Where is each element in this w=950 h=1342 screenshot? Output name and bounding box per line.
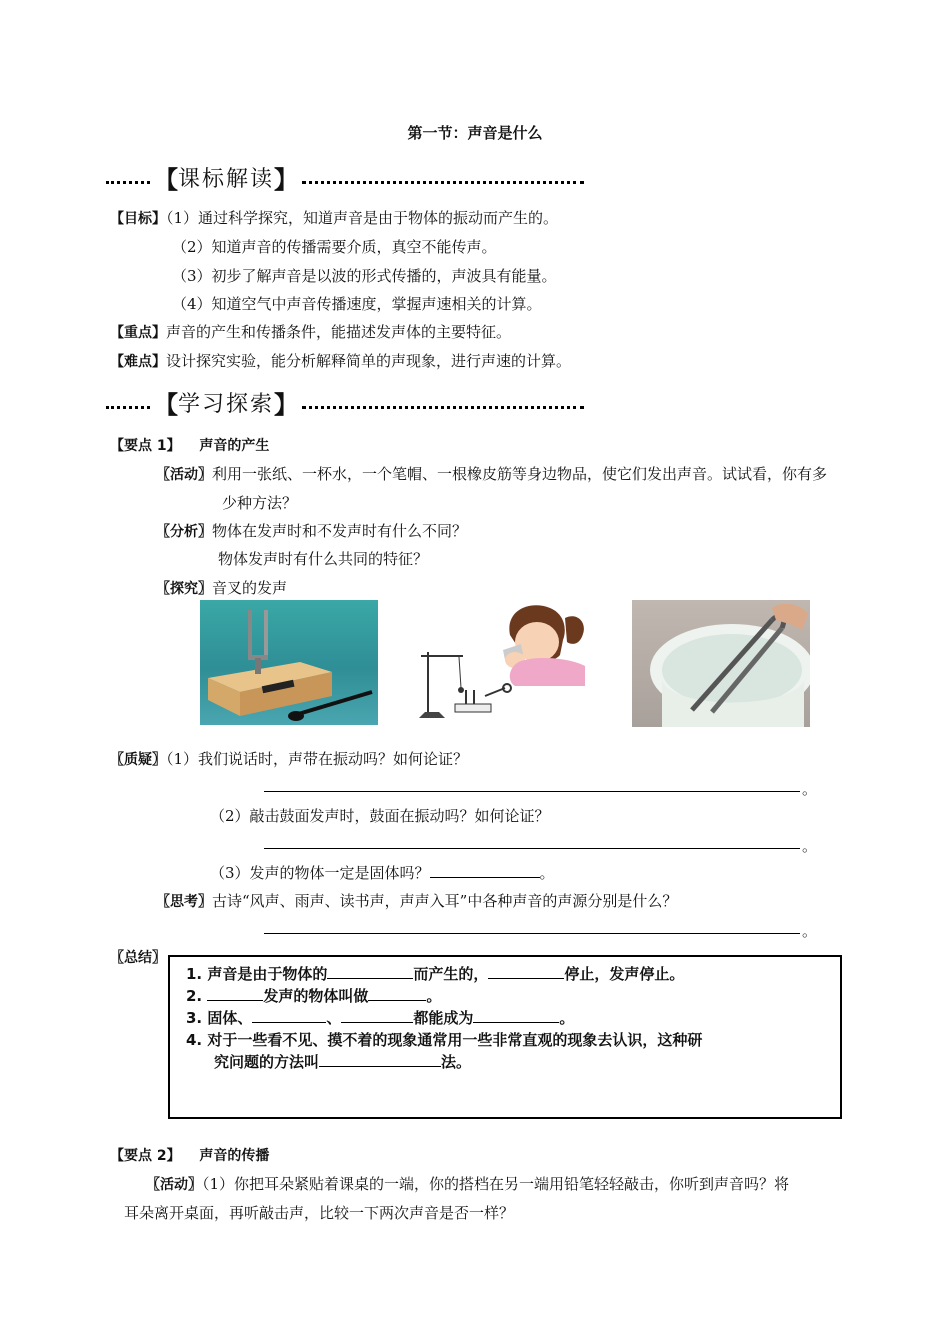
summary-line-4: 4. 对于一些看不见、摸不着的现象通常用一些非常直观的现象去认识，这种研: [186, 1031, 703, 1049]
goal-3: （3）初步了解声音是以波的形式传播的，声波具有能量。: [172, 267, 557, 285]
summary-text: 2.: [186, 987, 208, 1005]
girl-and-tuning-fork-image: [415, 600, 590, 725]
section-heading-explore: 【 学习探索 】: [106, 385, 584, 420]
question-3: （3）发声的物体一定是固体吗？: [210, 864, 430, 882]
summary-text: 1. 声音是由于物体的: [186, 965, 328, 983]
goals-row: [110, 207, 558, 228]
summary-blank-2b[interactable]: [368, 1000, 426, 1001]
think-row: [156, 890, 677, 911]
question-2: （2）敲击鼓面发声时，鼓面在振动吗？如何论证？: [210, 807, 550, 825]
summary-blank-4[interactable]: [319, 1066, 441, 1067]
point2-activity-text-1: （1）你把耳朵紧贴着课桌的一端，你的搭档在另一端用铅笔轻轻敲击，你听到声音吗？将: [202, 1175, 790, 1193]
question-row-1: [110, 748, 468, 769]
point2-activity-row: [146, 1173, 789, 1194]
explore-label: 〖探究〗: [156, 581, 212, 597]
summary-text: 都能成为: [413, 1009, 474, 1027]
activity-row: [156, 463, 827, 484]
question-1: （1）我们说话时，声带在振动吗？如何论证？: [166, 750, 469, 768]
summary-text: 而产生的，: [413, 965, 489, 983]
period-3: 。: [539, 864, 555, 882]
summary-text: 。: [559, 1009, 575, 1027]
key-text: 声音的产生和传播条件，能描述发声体的主要特征。: [166, 323, 512, 341]
section-heading-text: 学习探索: [178, 392, 275, 417]
period-2: 。: [802, 837, 818, 855]
point2-label: 【要点 2】: [110, 1148, 181, 1164]
summary-label: 〖总结〗: [110, 950, 166, 966]
summary-blank-3a[interactable]: [252, 1022, 326, 1023]
tuning-fork-in-water-image: [632, 600, 810, 727]
period-think: 。: [802, 922, 818, 940]
think-text: 古诗“风声、雨声、读书声，声声入耳”中各种声音的声源分别是什么？: [212, 892, 678, 910]
point2-header: [110, 1145, 269, 1165]
tuning-fork-on-box-image: [200, 600, 378, 725]
question-label: 〖质疑〗: [110, 752, 166, 768]
difficult-row: [110, 350, 571, 371]
goal-1: （1）通过科学探究，知道声音是由于物体的振动而产生的。: [166, 209, 559, 227]
summary-line-2: [186, 985, 441, 1006]
think-label: 〖思考〗: [156, 894, 212, 910]
goal-2: （2）知道声音的传播需要介质，真空不能传声。: [172, 238, 497, 256]
summary-blank-3b[interactable]: [341, 1022, 413, 1023]
summary-text: 。: [426, 987, 442, 1005]
summary-text: 、: [326, 1009, 342, 1027]
summary-blank-1b[interactable]: [488, 978, 564, 979]
analysis-text-2: 物体发声时有什么共同的特征？: [218, 550, 429, 568]
key-row: [110, 321, 511, 342]
tuning-fork-water-illustration: [632, 600, 810, 727]
goal-4: （4）知道空气中声音传播速度，掌握声速相关的计算。: [172, 295, 542, 313]
summary-blank-3c[interactable]: [473, 1022, 559, 1023]
question-3-row: [210, 862, 555, 883]
goals-label: 【目标】: [110, 211, 166, 227]
point2-activity-label: 〖活动〗: [146, 1177, 202, 1193]
explore-text: 音叉的发声: [212, 579, 288, 597]
point2-title: 声音的传播: [199, 1148, 270, 1164]
girl-pendulum-illustration: [415, 600, 590, 725]
activity-label: 〖活动〗: [156, 467, 212, 483]
summary-box: [168, 955, 842, 1119]
answer-line-2[interactable]: [264, 848, 800, 849]
summary-blank-1a[interactable]: [327, 978, 413, 979]
answer-line-think[interactable]: [264, 933, 800, 934]
answer-line-1[interactable]: [264, 791, 800, 792]
point2-activity-text-2: 耳朵离开桌面，再听敲击声，比较一下两次声音是否一样？: [124, 1204, 515, 1222]
tuning-fork-box-illustration: [200, 600, 378, 725]
summary-text: 3. 固体、: [186, 1009, 253, 1027]
summary-text: 法。: [441, 1053, 472, 1071]
analysis-label: 〖分析〗: [156, 524, 212, 540]
difficult-label: 【难点】: [110, 354, 166, 370]
summary-line-5: [214, 1051, 471, 1072]
analysis-row: [156, 520, 467, 541]
key-label: 【重点】: [110, 325, 166, 341]
activity-text-2: 少种方法？: [222, 494, 298, 512]
point1-title: 声音的产生: [199, 438, 270, 454]
answer-blank-3[interactable]: [430, 877, 540, 878]
summary-blank-2a[interactable]: [207, 1000, 263, 1001]
summary-line-3: [186, 1007, 574, 1028]
analysis-text-1: 物体在发声时和不发声时有什么不同？: [212, 522, 468, 540]
summary-text: 究问题的方法叫: [214, 1053, 320, 1071]
period-1: 。: [802, 780, 818, 798]
summary-text: 停止，发声停止。: [564, 965, 685, 983]
summary-line-1: [186, 963, 684, 984]
summary-text: 发声的物体叫做: [263, 987, 369, 1005]
activity-text-1: 利用一张纸、一杯水，一个笔帽、一根橡皮筋等身边物品，使它们发出声音。试试看，你有多: [212, 465, 828, 483]
section-heading-curriculum: 【 课标解读 】: [106, 160, 584, 195]
point1-label: 【要点 1】: [110, 438, 181, 454]
difficult-text: 设计探究实验，能分析解释简单的声现象，进行声速的计算。: [166, 352, 572, 370]
explore-row: [156, 577, 287, 598]
point1-header: [110, 435, 269, 455]
page-title: 第一节：声音是什么: [407, 124, 543, 142]
section-heading-text: 课标解读: [178, 167, 275, 192]
